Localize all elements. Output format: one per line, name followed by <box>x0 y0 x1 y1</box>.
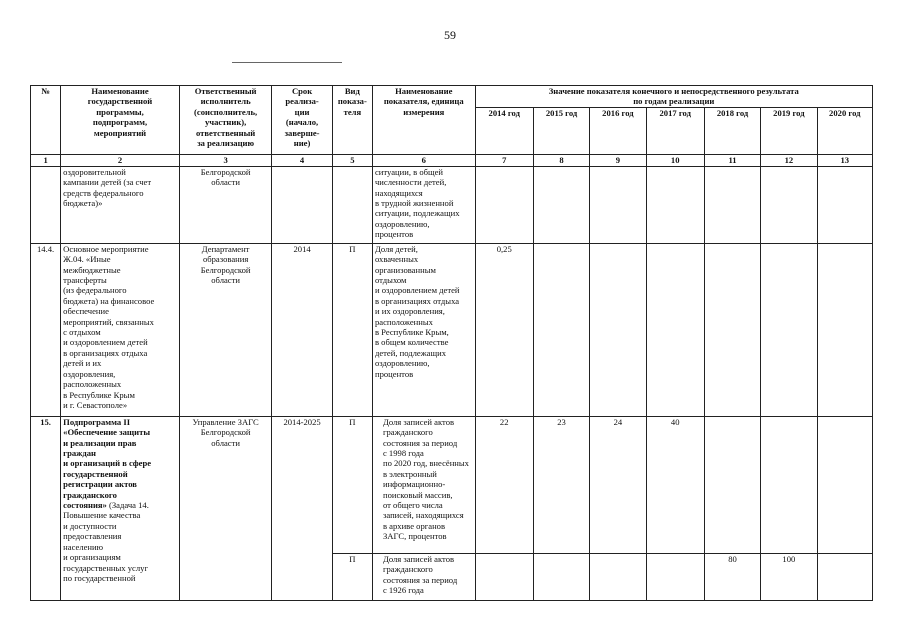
header-year-2015: 2015 год <box>533 107 589 154</box>
header-term: Срок реализа- ции (начало, заверше- ние) <box>272 86 332 155</box>
header-rule <box>232 62 342 63</box>
row-number: 14.4. <box>31 243 61 416</box>
column-number: 4 <box>272 154 332 166</box>
row-indicator-name: ситуации, в общей численности детей, находящихся в трудной жизненной ситуации, подлежащих оздоровлению, процентов <box>372 166 475 243</box>
row-value-2014: 0,25 <box>475 243 533 416</box>
row-value-2019 <box>761 166 817 243</box>
row-value-2015 <box>533 166 589 243</box>
row-value-2020 <box>817 553 872 600</box>
row-term: 2014 <box>272 243 332 416</box>
row-value-2020 <box>817 416 872 553</box>
column-number: 5 <box>332 154 372 166</box>
row-indicator-type <box>332 166 372 243</box>
header-indicator-type: Вид показа- теля <box>332 86 372 155</box>
header-year-2020: 2020 год <box>817 107 872 154</box>
header-year-2018: 2018 год <box>704 107 760 154</box>
row-value-2020 <box>817 243 872 416</box>
row-value-2017: 40 <box>646 416 704 553</box>
header-year-2016: 2016 год <box>590 107 646 154</box>
row-responsible: Управление ЗАГС Белгородской области <box>179 416 272 600</box>
header-year-2017: 2017 год <box>646 107 704 154</box>
row-value-2019 <box>761 243 817 416</box>
row-value-2014: 22 <box>475 416 533 553</box>
column-number: 13 <box>817 154 872 166</box>
row-value-2016 <box>590 553 646 600</box>
column-number: 9 <box>590 154 646 166</box>
row-number: 15. <box>31 416 61 600</box>
row-measure-name: оздоровительной кампании детей (за счет средств федерального бюджета)» <box>61 166 180 243</box>
row-value-2018 <box>704 166 760 243</box>
row-value-2017 <box>646 553 704 600</box>
row-measure-name: Основное мероприятие Ж.04. «Иные межбюджетные трансферты (из федерального бюджета) на финансовое обеспечение мероприятий, связанных с отдыхом и оздоровлением детей в организациях отдыха детей и их оздоровления, расположенных в Республике Крым и г. Севастополе» <box>61 243 180 416</box>
row-value-2019: 100 <box>761 553 817 600</box>
row-value-2018 <box>704 243 760 416</box>
row-value-2015 <box>533 553 589 600</box>
row-measure-name <box>61 416 180 600</box>
row-number <box>31 166 61 243</box>
row-indicator-type: П <box>332 553 372 600</box>
subprogram-task: (Задача 14. Повышение качества и доступности предоставления населению и организациям государственных услуг по государственной <box>63 500 149 583</box>
row-indicator-type: П <box>332 243 372 416</box>
column-number: 1 <box>31 154 61 166</box>
column-number: 10 <box>646 154 704 166</box>
header-no: № <box>31 86 61 155</box>
table-row <box>31 243 873 416</box>
row-indicator-name: Доля детей, охваченных организованным отдыхом и оздоровлением детей в организациях отдыха и их оздоровления, расположенных в Республике Крым, в общем количестве детей, подлежащих оздоровлению, процентов <box>372 243 475 416</box>
header-year-2019: 2019 год <box>761 107 817 154</box>
row-indicator-name: Доля записей актов гражданского состояния за период с 1998 года по 2020 год, внесённых в электронный информационно- поисковый массив, от общего числа записей, находящихся в архиве органов ЗАГС, процентов <box>372 416 475 553</box>
row-value-2018: 80 <box>704 553 760 600</box>
column-number: 11 <box>704 154 760 166</box>
row-value-2018 <box>704 416 760 553</box>
row-value-2015 <box>533 243 589 416</box>
page-number: 59 <box>444 28 456 42</box>
row-value-2017 <box>646 243 704 416</box>
row-value-2015: 23 <box>533 416 589 553</box>
row-value-2016 <box>590 166 646 243</box>
row-responsible: Департамент образования Белгородской области <box>179 243 272 416</box>
row-term: 2014-2025 <box>272 416 332 600</box>
table-row <box>31 416 873 553</box>
row-value-2016 <box>590 243 646 416</box>
row-responsible: Белгородской области <box>179 166 272 243</box>
row-value-2014 <box>475 553 533 600</box>
indicator-table <box>30 85 873 601</box>
row-value-2014 <box>475 166 533 243</box>
header-responsible: Ответственный исполнитель (соисполнитель, участник), ответственный за реализацию <box>179 86 272 155</box>
header-values-group: Значение показателя конечного и непосредственного результата по годам реализации <box>475 86 872 108</box>
column-number: 8 <box>533 154 589 166</box>
column-number: 6 <box>372 154 475 166</box>
column-number: 7 <box>475 154 533 166</box>
subprogram-title: Подпрограмма II «Обеспечение защиты и реализации прав граждан и организаций в сфере государственной регистрации актов гражданского состояния» <box>63 416 152 511</box>
header-name: Наименование государственной программы, подпрограмм, мероприятий <box>61 86 180 155</box>
column-number: 3 <box>179 154 272 166</box>
row-indicator-name: Доля записей актов гражданского состояния за период с 1926 года <box>372 553 475 600</box>
header-indicator-name: Наименование показателя, единица измерения <box>372 86 475 155</box>
row-value-2020 <box>817 166 872 243</box>
row-term <box>272 166 332 243</box>
row-value-2019 <box>761 416 817 553</box>
row-value-2017 <box>646 166 704 243</box>
column-number: 12 <box>761 154 817 166</box>
row-indicator-type: П <box>332 416 372 553</box>
row-value-2016: 24 <box>590 416 646 553</box>
table-row <box>31 166 873 243</box>
column-number-row <box>31 154 873 166</box>
column-number: 2 <box>61 154 180 166</box>
header-year-2014: 2014 год <box>475 107 533 154</box>
